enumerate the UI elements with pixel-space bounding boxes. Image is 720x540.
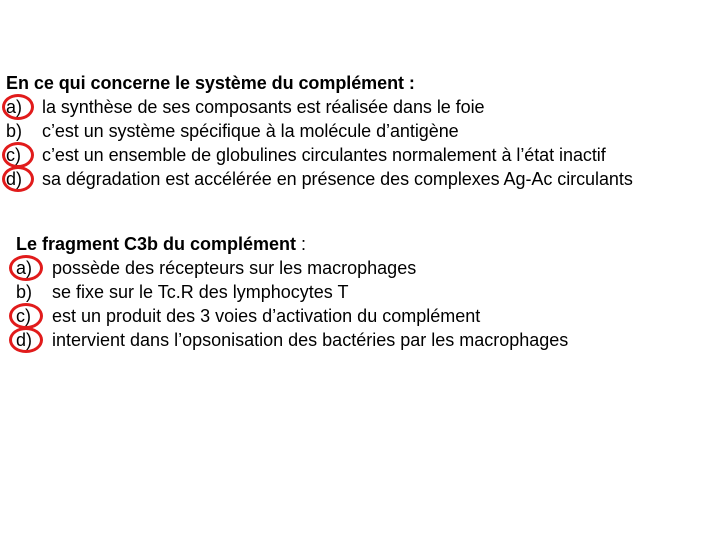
option-letter: b): [6, 121, 22, 141]
option-letter: b): [16, 282, 33, 302]
option-letter: d): [16, 330, 33, 350]
question-2-stem: [16, 232, 716, 256]
option-text: sa dégradation est accélérée en présence des complexes Ag-Ac circulants: [42, 169, 633, 189]
question-2-option-b[interactable]: [16, 280, 716, 304]
option-letter: c): [16, 306, 31, 326]
option-letter: a): [16, 258, 33, 278]
question-1-option-b[interactable]: [6, 119, 718, 143]
question-2-option-c[interactable]: [16, 304, 716, 328]
option-text: est un produit des 3 voies d’activation du complément: [52, 306, 481, 326]
question-2-option-d[interactable]: [16, 328, 716, 352]
option-letter: c): [6, 145, 21, 165]
option-text: la synthèse de ses composants est réalisée dans le foie: [42, 97, 485, 117]
option-letter: d): [6, 169, 22, 189]
question-1-option-d[interactable]: [6, 167, 718, 191]
option-text: c’est un ensemble de globulines circulantes normalement à l’état inactif: [42, 145, 606, 165]
option-text: se fixe sur le Tc.R des lymphocytes T: [52, 282, 349, 302]
question-2: [16, 232, 716, 352]
option-text: intervient dans l’opsonisation des bactéries par les macrophages: [52, 330, 569, 350]
question-1-option-a[interactable]: [6, 95, 718, 119]
question-2-option-a[interactable]: [16, 256, 716, 280]
question-1-stem: En ce qui concerne le système du complément :: [6, 73, 415, 93]
question-1: [6, 71, 718, 191]
option-text: c’est un système spécifique à la molécule d’antigène: [42, 121, 459, 141]
option-letter: a): [6, 97, 22, 117]
option-text: possède des récepteurs sur les macrophages: [52, 258, 417, 278]
question-2-stem-bold: Le fragment C3b du complément: [16, 234, 297, 254]
question-1-option-c[interactable]: [6, 143, 718, 167]
question-2-stem-tail: :: [296, 234, 307, 254]
